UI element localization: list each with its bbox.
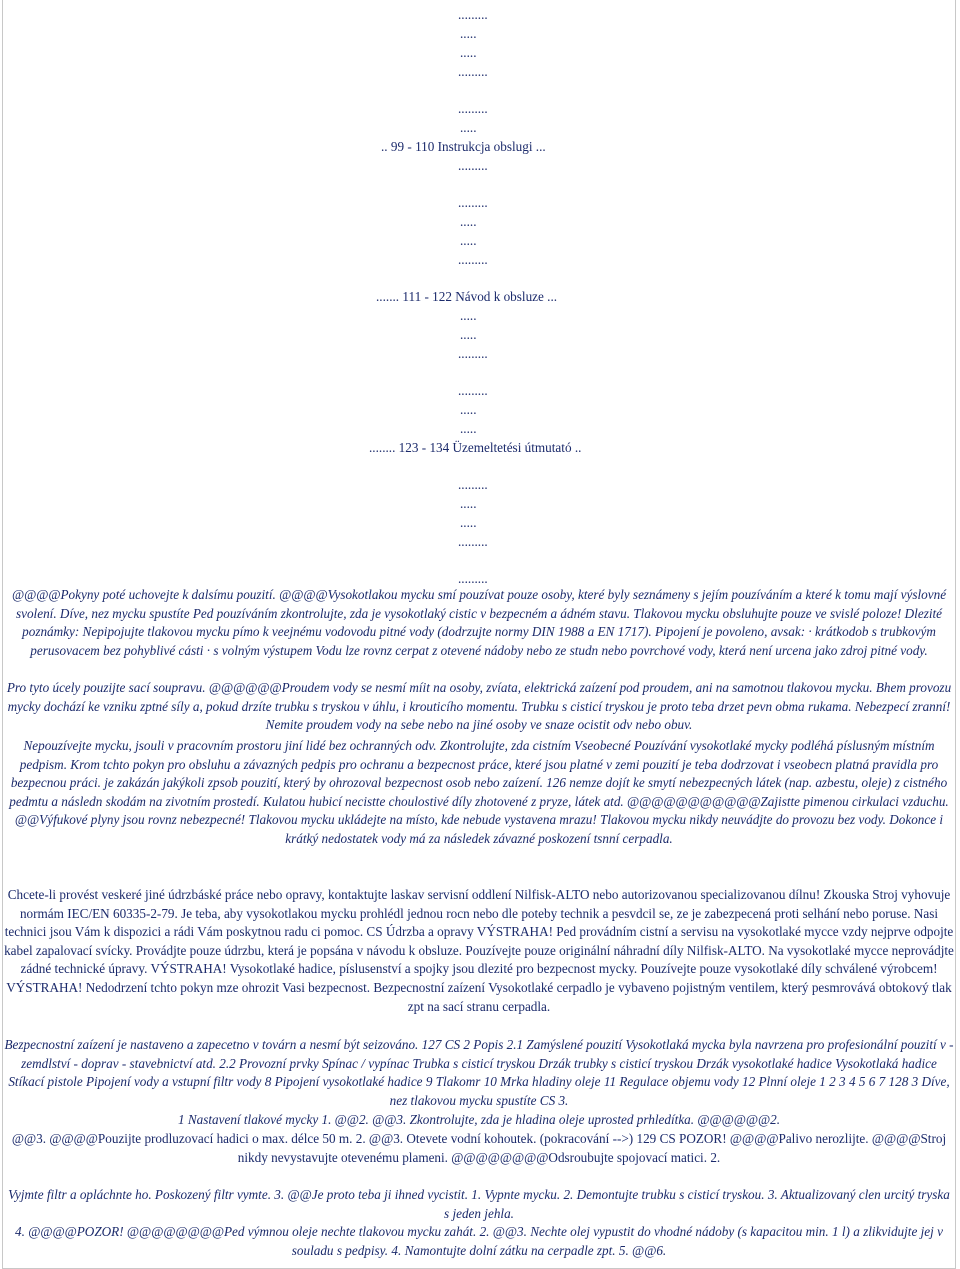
toc-dots: ......... (458, 477, 488, 492)
paragraph-general-use: Nepouzívejte mycku, jsouli v pracovním prostoru jiní lidé bez ochranných odv. Zkontrolujte, zda cistním Vseobecné Pouzívání vysokotlaké mycky podléhá píslusným místním pedpism. Krom tchto pokyn pro obsluhu a závazných pedpis pro ochranu a bezpecnost práce, které jsou platné v zemi pouzití je teba dodrzovat i vseobecn platná pravidla pro bezpecnou práci. je zakázán jakýkoli zpsob pouzití, který by ohrozoval bezpecnost osob nebo zaízení. 126 nemze dojít ke smytí nebezpecných látek (nap. azbestu, oleje) z cistného pedmtu a následn skodám na zivotním prostedí. Kulatou hubicí necistte choulostivé díly zhotovené z pryze, látek atd. @@@@@@@@@@@Zajistte pimenou cirkulaci vzduchu. @@Výfukové plyny jsou rovnz nebezpecné! Tlakovou mycku ukládejte na místo, kde nebude vystavena mrazu! Tlakovou mycku nikdy neuvádjte do provozu bez vody. Dokonce i krátký nedostatek vody má za následek závazné poskození tsnní cerpadla. (9, 738, 949, 846)
toc-dots: ..... (460, 214, 477, 229)
toc-dots: ......... (458, 101, 488, 116)
toc-dots: ......... (458, 571, 488, 586)
toc-dots: ......... (458, 252, 488, 267)
toc-dots: ..... (460, 26, 477, 41)
toc-dots: ..... (460, 327, 477, 342)
toc-dots: ......... (458, 383, 488, 398)
paragraph-oil-change: 4. @@@@POZOR! @@@@@@@@Ped výmnou oleje nechte tlakovou mycku zahát. 2. @@3. Nechte olej vypustit do vhodné nádoby (s kapacitou min. 1 l) a zlikvidujte jej v souladu s pedpisy. 4. Namontujte dolní zátku na cerpadle zpt. 5. @@6. (15, 1224, 943, 1258)
toc-dots: ..... (460, 496, 477, 511)
paragraph-suction-kit: Pro tyto úcely pouzijte sací soupravu. @@@@@@Proudem vody se nesmí míit na osoby, zvíata, elektrická zaízení pod proudem, ani na samotnou tlakovou mycku. Bhem provozu mycky dochází ke vzniku zptné síly a, pokud drzíte trubku s tryskou v úhlu, i krouticího momentu. Trubku s cisticí tryskou je proto teba drzet pevn obma rukama. Nebezpecí zranní! Nemite proudem vody na sebe nebo na jiné osoby ve snaze ocistit odv nebo obuv. (6, 680, 952, 733)
toc-dots: ......... (458, 346, 488, 361)
paragraph-description: Bezpecnostní zaízení je nastaveno a zapecetno v továrn a nesmí být seizováno. 127 CS 2 Popis 2.1 Zamýslené pouzití Vysokotlaká mycka byla navrzena pro profesionální pouzití v - zemdlství - doprav - stavebnictví atd. 2.2 Provozní prvky Spínac / vypínac Trubka s cisticí tryskou Drzák trubky s cisticí tryskou Drzák vysokotlaké hadice Vysokotlaká hadice Stíkací pistole Pipojení vody a vstupní filtr vody 8 Pipojení vysokotlaké hadice 9 Tlakomr 10 Mrka hladiny oleje 11 Regulace objemu vody 12 Plnní oleje 1 2 3 4 5 6 7 128 3 Díve, nez tlakovou mycku spustíte CS 3. (4, 1037, 954, 1108)
toc-entry-hungarian: ........ 123 - 134 Üzemeltetési útmutató .. (369, 440, 582, 455)
toc-dots: ..... (460, 45, 477, 60)
paragraph-filter: Vyjmte filtr a opláchnte ho. Poskozený filtr vymte. 3. @@Je proto teba ji ihned vycistit. 1. Vypnte mycku. 2. Demontujte trubku s cisticí tryskou. 3. Aktualizovaný clen urcitý tryska s jeden jehla. (8, 1187, 950, 1221)
paragraph-pressure-setup: 1 Nastavení tlakové mycky 1. @@2. @@3. Zkontrolujte, zda je hladina oleje uprosted prhledítka. @@@@@@2. (177, 1112, 781, 1127)
toc-dots: ..... (460, 515, 477, 530)
toc-dots: ......... (458, 7, 488, 22)
paragraph-maintenance: Chcete-li provést veskeré jiné údrzbáské práce nebo opravy, kontaktujte laskav servisní oddlení Nilfisk-ALTO nebo autorizovanou specializovanou dílnu! Zkouska Stroj vyhovuje normám IEC/EN 60335-2-79. Je teba, aby vysokotlakou mycku prohlédl jednou rocn nebo dle poteby technik a pesvdcil se, ze je zabezpecená proti selhání nebo poruse. Nasi technici jsou Vám k dispozici a rádi Vám poskytnou radu ci pomoc. CS Údrzba a opravy VÝSTRAHA! Ped provádním cistní a servisu na vysokotlaké mycce vzdy nejprve odpojte kabel zapalovací svícky. Provádjte pouze údrzbu, která je popsána v návodu k obsluze. Pouzívejte pouze originální náhradní díly Nilfisk-ALTO. Na vysokotlaké mycce neprovádjte zádné technické úpravy. VÝSTRAHA! Vysokotlaké hadice, píslusenství a spojky jsou dlezité pro bezpecnost mycky. Pouzívejte pouze vysokotlaké díly schválené výrobcem! VÝSTRAHA! Nedodrzení tchto pokyn mze ohrozit Vasi bezpecnost. Bezpecnostní zaízení Vysokotlaké cerpadlo je vybaveno pojistným ventilem, který pesmrovává obtokový tlak zpt na sací stranu cerpadla. (4, 887, 954, 1014)
toc-dots: ......... (458, 64, 488, 79)
paragraph-safety-intro: @@@@Pokyny poté uchovejte k dalsímu pouzití. @@@@Vysokotlakou mycku smí pouzívat pouze osoby, které byly seznámeny s jejím pouzíváním a které k tomu mají výslovné svolení. Díve, nez mycku spustíte Ped pouzíváním zkontrolujte, zda je vysokotlaký cistic v bezpecném a ádném stavu. Tlakovou mycku obsluhujte pouze ve svislé poloze! Dlezité poznámky: Nepipojujte tlakovou mycku pímo k veejnému vodovodu pitné vody (dodrzujte normy DIN 1988 a EN 1717). Pipojení je povoleno, avsak: · krátkodob s trubkovým perusovacem bez pohyblivé cásti · s volným výstupem Vodu lze rovnz cerpat z otevené nádoby nebo ze studn nebo povrchové vody, která není urcena jako zdroj pitné vody. (11, 587, 947, 658)
toc-dots: ..... (460, 233, 477, 248)
toc-dots: ..... (460, 308, 477, 323)
toc-dots: ..... (460, 120, 477, 135)
toc-dots: ......... (458, 195, 488, 210)
toc-entry-czech: ....... 111 - 122 Návod k obsluze ... (376, 289, 558, 304)
toc-dots: ......... (458, 158, 488, 173)
toc-dots: ......... (458, 534, 488, 549)
toc-entry-polish: .. 99 - 110 Instrukcja obslugi ... (381, 139, 546, 154)
toc-dots: ..... (460, 421, 477, 436)
toc-dots: ..... (460, 402, 477, 417)
paragraph-fuel: @@3. @@@@Pouzijte prodluzovací hadici o max. délce 50 m. 2. @@3. Otevete vodní kohoutek. (pokracování -->) 129 CS POZOR! @@@@Palivo nerozlijte. @@@@Stroj nikdy nevystavujte otevenému plameni. @@@@@@@@Odsroubujte spojovací matici. 2. (11, 1131, 947, 1165)
